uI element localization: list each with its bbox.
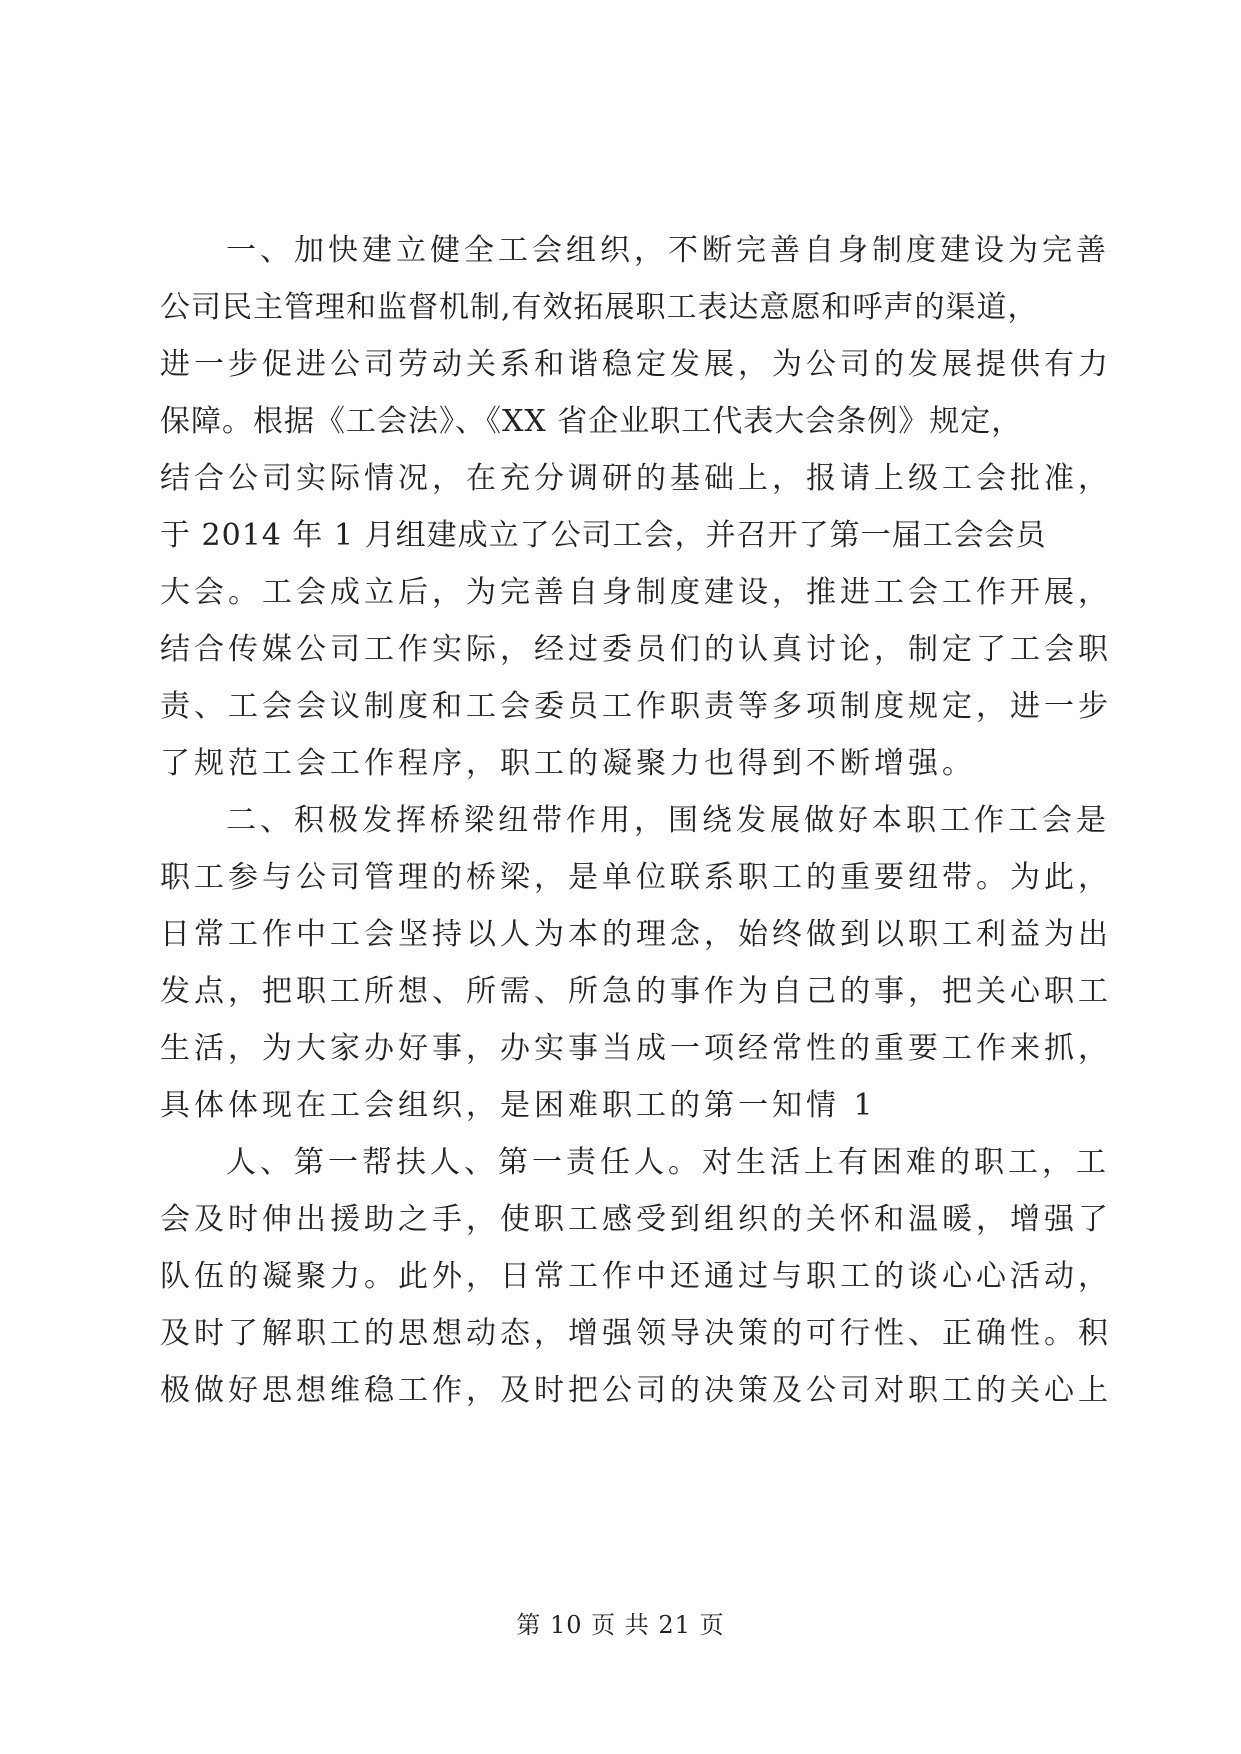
text-line: 二、积极发挥桥梁纽带作用，围绕发展做好本职工作工会是 [226,803,1110,838]
text-line: 结合传媒公司工作实际，经过委员们的认真讨论，制定了工会职 [160,632,1112,667]
text-line: 极做好思想维稳工作，及时把公司的决策及公司对职工的关心上 [160,1373,1112,1408]
text-line: 大会。工会成立后，为完善自身制度建设，推进工会工作开展， [160,575,1112,610]
text-line: 人、第一帮扶人、第一责任人。对生活上有困难的职工，工 [226,1145,1110,1180]
text-line: 公司民主管理和监督机制,有效拓展职工表达意愿和呼声的渠道， [160,290,1039,325]
text-line: 生活，为大家办好事，办实事当成一项经常性的重要工作来抓， [160,1031,1112,1066]
page-number-footer: 第 10 页 共 21 页 [516,1611,725,1639]
text-line: 了规范工会工作程序，职工的凝聚力也得到不断增强。 [160,746,976,781]
text-line: 发点，把职工所想、所需、所急的事作为自己的事，把关心职工 [160,974,1112,1009]
text-line: 进一步促进公司劳动关系和谐稳定发展，为公司的发展提供有力 [160,347,1112,382]
text-line: 日常工作中工会坚持以人为本的理念，始终做到以职工利益为出 [160,917,1112,952]
text-line: 队伍的凝聚力。此外，日常工作中还通过与职工的谈心心活动， [160,1259,1112,1294]
text-line: 会及时伸出援助之手，使职工感受到组织的关怀和温暖，增强了 [160,1202,1112,1237]
text-line: 职工参与公司管理的桥梁，是单位联系职工的重要纽带。为此， [160,860,1112,895]
document-body [160,222,1135,1419]
text-line: 于 2014 年 1 月组建成立了公司工会，并召开了第一届工会会员 [160,518,1047,553]
text-line: 保障。根据《工会法》、《XX 省企业职工代表大会条例》规定， [160,404,1023,439]
text-line: 一、加快建立健全工会组织，不断完善自身制度建设为完善 [226,233,1110,268]
text-line: 责、工会会议制度和工会委员工作职责等多项制度规定，进一步 [160,689,1112,724]
text-line: 结合公司实际情况，在充分调研的基础上，报请上级工会批准， [160,461,1112,496]
text-line: 及时了解职工的思想动态，增强领导决策的可行性、正确性。积 [160,1316,1112,1351]
text-line: 具体体现在工会组织，是困难职工的第一知情 1 [160,1088,877,1123]
